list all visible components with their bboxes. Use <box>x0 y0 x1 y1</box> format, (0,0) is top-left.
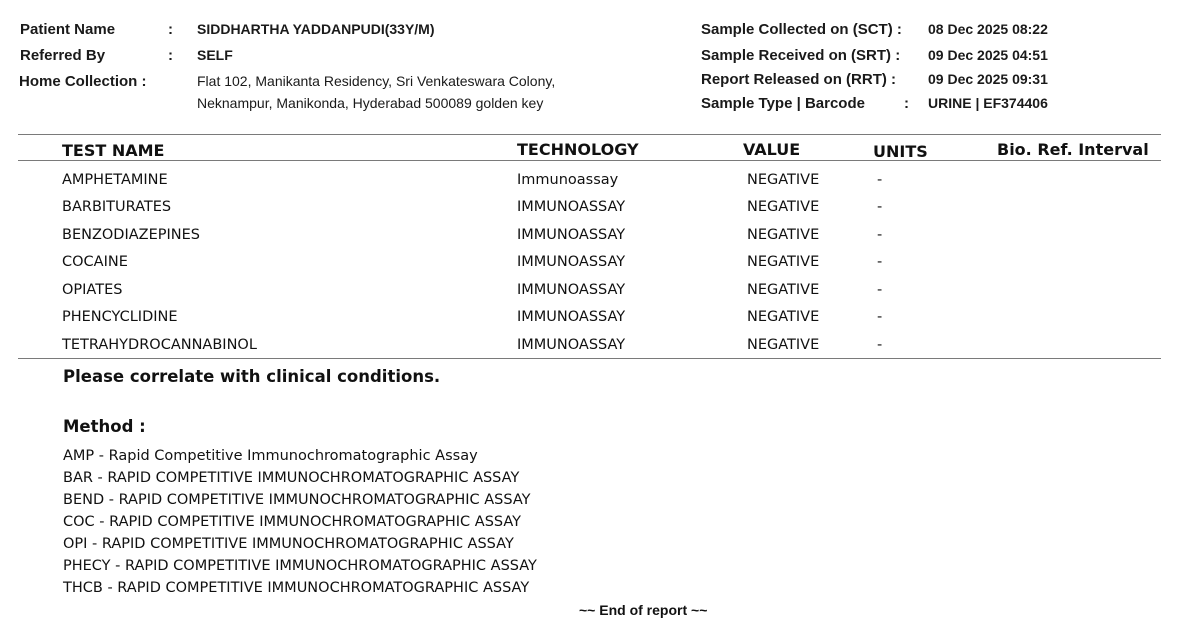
test-name-cell: PHENCYCLIDINE <box>62 309 178 325</box>
referred-by-value: SELF <box>197 47 233 63</box>
address-line-2: Neknampur, Manikonda, Hyderabad 500089 golden key <box>197 95 544 111</box>
method-title: Method : <box>63 417 146 436</box>
technology-cell: Immunoassay <box>517 172 619 188</box>
patient-name-value: SIDDHARTHA YADDANPUDI(33Y/M) <box>197 21 435 37</box>
table-row <box>0 254 1177 281</box>
test-name-cell: OPIATES <box>62 282 123 298</box>
home-collection-label: Home Collection : <box>19 73 147 90</box>
value-cell: NEGATIVE <box>747 282 820 298</box>
test-name-cell: AMPHETAMINE <box>62 172 168 188</box>
referred-by-colon: : <box>168 47 173 64</box>
method-line: BAR - RAPID COMPETITIVE IMMUNOCHROMATOGRAPHIC ASSAY <box>63 470 520 486</box>
sample-type-label: Sample Type | Barcode <box>701 95 865 112</box>
report-released-value: 09 Dec 2025 09:31 <box>928 71 1048 87</box>
method-line: OPI - RAPID COMPETITIVE IMMUNOCHROMATOGRAPHIC ASSAY <box>63 536 514 552</box>
units-cell: - <box>877 227 883 243</box>
test-name-cell: BARBITURATES <box>62 199 172 215</box>
method-line: COC - RAPID COMPETITIVE IMMUNOCHROMATOGRAPHIC ASSAY <box>63 514 522 530</box>
table-row <box>0 309 1177 336</box>
value-cell: NEGATIVE <box>747 254 820 270</box>
units-cell: - <box>877 282 883 298</box>
sample-type-value: URINE | EF374406 <box>928 95 1048 111</box>
sample-collected-label: Sample Collected on (SCT) : <box>701 21 902 38</box>
end-of-report: ~~ End of report ~~ <box>579 602 708 618</box>
units-cell: - <box>877 309 883 325</box>
units-cell: - <box>877 172 883 188</box>
test-name-cell: TETRAHYDROCANNABINOL <box>62 337 257 353</box>
technology-cell: IMMUNOASSAY <box>517 309 626 325</box>
method-line: AMP - Rapid Competitive Immunochromatographic Assay <box>63 448 478 464</box>
table-row <box>0 172 1177 199</box>
clinical-note: Please correlate with clinical conditions. <box>63 367 441 386</box>
test-name-cell: BENZODIAZEPINES <box>62 227 200 243</box>
home-collection-address <box>197 70 555 114</box>
table-row <box>0 337 1177 364</box>
test-name-cell: COCAINE <box>62 254 128 270</box>
value-cell: NEGATIVE <box>747 309 820 325</box>
report-released-label: Report Released on (RRT) : <box>701 71 897 88</box>
technology-cell: IMMUNOASSAY <box>517 199 626 215</box>
header-bio-ref-interval: Bio. Ref. Interval <box>997 140 1149 159</box>
table-top-rule <box>18 134 1161 135</box>
technology-cell: IMMUNOASSAY <box>517 337 626 353</box>
technology-cell: IMMUNOASSAY <box>517 282 626 298</box>
units-cell: - <box>877 199 883 215</box>
patient-name-colon: : <box>168 21 173 38</box>
sample-type-colon: : <box>904 95 909 112</box>
table-row <box>0 282 1177 309</box>
method-list <box>63 448 537 602</box>
value-cell: NEGATIVE <box>747 227 820 243</box>
table-bottom-rule <box>18 358 1161 359</box>
method-line: THCB - RAPID COMPETITIVE IMMUNOCHROMATOGRAPHIC ASSAY <box>63 580 530 596</box>
units-cell: - <box>877 254 883 270</box>
sample-received-label: Sample Received on (SRT) : <box>701 47 901 64</box>
header-test-name: TEST NAME <box>62 141 165 160</box>
sample-collected-value: 08 Dec 2025 08:22 <box>928 21 1048 37</box>
value-cell: NEGATIVE <box>747 337 820 353</box>
sample-received-value: 09 Dec 2025 04:51 <box>928 47 1048 63</box>
table-header-rule <box>18 160 1161 161</box>
value-cell: NEGATIVE <box>747 199 820 215</box>
units-cell: - <box>877 337 883 353</box>
method-line: BEND - RAPID COMPETITIVE IMMUNOCHROMATOGRAPHIC ASSAY <box>63 492 531 508</box>
table-row <box>0 199 1177 226</box>
header-technology: TECHNOLOGY <box>517 140 639 159</box>
patient-name-label: Patient Name <box>20 21 116 38</box>
referred-by-label: Referred By <box>20 47 106 64</box>
address-line-1: Flat 102, Manikanta Residency, Sri Venkateswara Colony, <box>197 73 556 89</box>
method-line: PHECY - RAPID COMPETITIVE IMMUNOCHROMATOGRAPHIC ASSAY <box>63 558 537 574</box>
value-cell: NEGATIVE <box>747 172 820 188</box>
technology-cell: IMMUNOASSAY <box>517 227 626 243</box>
header-units: UNITS <box>873 142 928 161</box>
header-value: VALUE <box>743 140 801 159</box>
technology-cell: IMMUNOASSAY <box>517 254 626 270</box>
table-row <box>0 227 1177 254</box>
